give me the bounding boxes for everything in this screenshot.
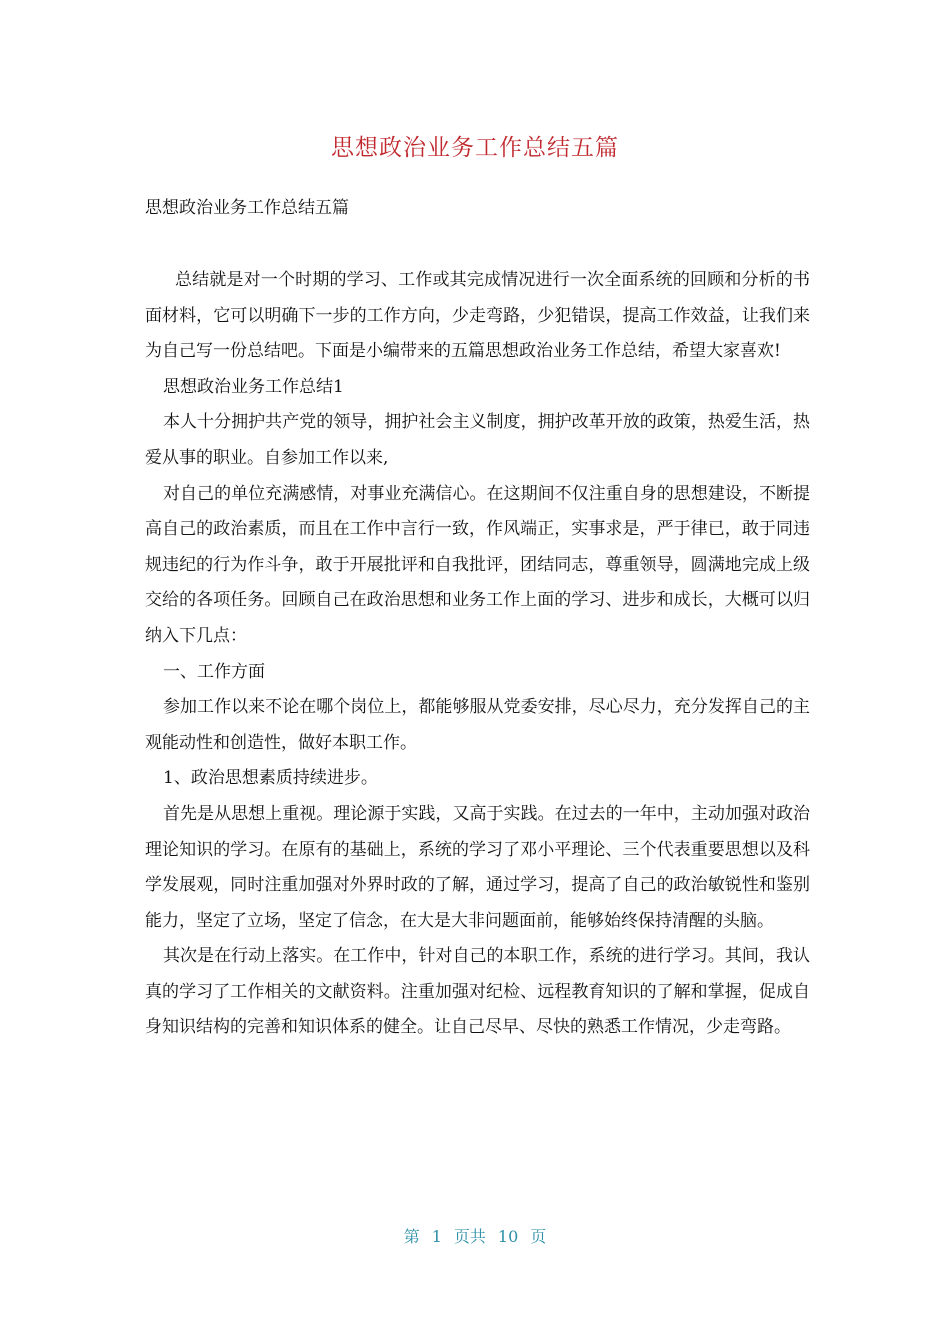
body-paragraph: 本人十分拥护共产党的领导，拥护社会主义制度，拥护改革开放的政策，热爱生活，热爱从事的职业。自参加工作以来, — [145, 412, 810, 468]
section-heading-summary-1: 思想政治业务工作总结1 — [163, 376, 344, 397]
intro-paragraph: 总结就是对一个时期的学习、工作或其完成情况进行一次全面系统的回顾和分析的书面材料，它可以明确下一步的工作方向，少走弯路，少犯错误，提高工作效益，让我们来为自己写一份总结吧。下面是小编带来的五篇思想政治业务工作总结，希望大家喜欢! — [145, 270, 810, 362]
section-heading-work: 一、工作方面 — [163, 661, 265, 682]
page-footer — [0, 1226, 950, 1248]
subsection-heading-political: 1、政治思想素质持续进步。 — [163, 768, 378, 789]
footer-current-page: 1 — [431, 1227, 442, 1246]
footer-middle: 页共 — [453, 1227, 486, 1246]
document-title: 思想政治业务工作总结五篇 — [331, 135, 619, 161]
body-paragraph: 首先是从思想上重视。理论源于实践，又高于实践。在过去的一年中，主动加强对政治理论知识的学习。在原有的基础上，系统的学习了邓小平理论、三个代表重要思想以及科学发展观，同时注重加强对外界时政的了解，通过学习，提高了自己的政治敏锐性和鉴别能力，坚定了立场，坚定了信念，在大是大非问题面前，能够始终保持清醒的头脑。 — [145, 803, 810, 931]
footer-prefix: 第 — [403, 1227, 420, 1246]
footer-total-pages: 10 — [497, 1227, 519, 1246]
body-paragraph: 对自己的单位充满感情，对事业充满信心。在这期间不仅注重自身的思想建设，不断提高自己的政治素质，而且在工作中言行一致，作风端正，实事求是，严于律已，敢于同违规违纪的行为作斗争，敢于开展批评和自我批评，团结同志，尊重领导，圆满地完成上级交给的各项任务。回顾自己在政治思想和业务工作上面的学习、进步和成长，大概可以归纳入下几点： — [145, 483, 810, 646]
body-paragraph: 参加工作以来不论在哪个岗位上，都能够服从党委安排，尽心尽力，充分发挥自己的主观能动性和创造性，做好本职工作。 — [145, 697, 810, 753]
document-body — [145, 263, 810, 1046]
body-paragraph: 其次是在行动上落实。在工作中，针对自己的本职工作，系统的进行学习。其间，我认真的学习了工作相关的文献资料。注重加强对纪检、远程教育知识的了解和掌握，促成自身知识结构的完善和知识体系的健全。让自己尽早、尽快的熟悉工作情况，少走弯路。 — [145, 946, 810, 1038]
footer-suffix: 页 — [530, 1227, 547, 1246]
document-subtitle: 思想政治业务工作总结五篇 — [145, 198, 349, 218]
